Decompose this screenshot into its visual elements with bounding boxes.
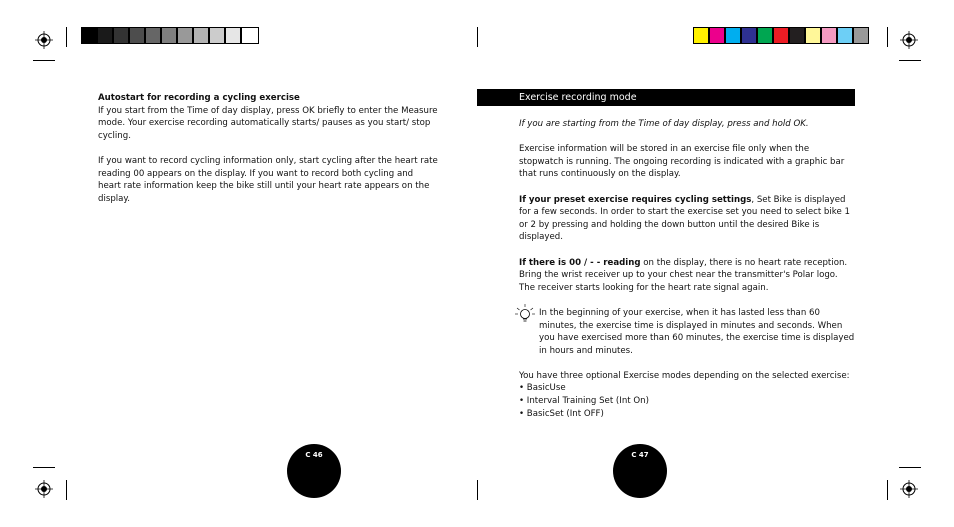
- color-swatch: [709, 27, 725, 44]
- crop-mark: [887, 480, 888, 500]
- gray-swatch: [177, 27, 193, 44]
- gray-swatch: [209, 27, 225, 44]
- color-swatch: [725, 27, 741, 44]
- exercise-modes-list: [519, 382, 855, 420]
- crop-mark: [66, 27, 67, 47]
- paragraph-rest: on the display, there is no heart rate reception. Bring the wrist receiver up to your chest near the transmitter's Polar logo. The receiver starts looking for the heart rate signal again.: [519, 257, 848, 293]
- gray-swatch: [81, 27, 97, 44]
- bold-lead: If there is 00 / - - reading: [519, 257, 641, 268]
- section-title: Exercise recording mode: [519, 92, 637, 103]
- page-number: C 47: [631, 451, 649, 459]
- right-paragraph: [519, 257, 855, 295]
- page-number-badge: [613, 444, 667, 498]
- crop-mark: [899, 467, 921, 468]
- color-swatch: [773, 27, 789, 44]
- crop-mark: [66, 480, 67, 500]
- crop-mark: [899, 60, 921, 61]
- list-item: • BasicUse: [519, 383, 566, 394]
- color-swatch: [757, 27, 773, 44]
- left-page-column: [98, 92, 438, 205]
- gray-swatch: [161, 27, 177, 44]
- page-number-badge: [287, 444, 341, 498]
- tip-text: In the beginning of your exercise, when it has lasted less than 60 minutes, the exercise time is displayed in minutes and seconds. When you have exercised more than 60 minutes, the exercise time is displayed in hours and minutes.: [539, 307, 855, 356]
- gray-swatch: [113, 27, 129, 44]
- bold-lead: If your preset exercise requires cycling settings: [519, 194, 752, 205]
- intro-paragraph: If you are starting from the Time of day display, press and hold OK.: [519, 119, 809, 129]
- registration-mark-icon: [35, 480, 53, 498]
- color-swatch: [837, 27, 853, 44]
- right-page-column: [519, 118, 855, 420]
- list-item: • Interval Training Set (Int On): [519, 396, 649, 407]
- left-paragraph: If you want to record cycling information only, start cycling after the heart rate reading 00 appears on the display. If you want to record both cycling and heart rate information keep the bike still until your heart rate appears on the display.: [98, 155, 438, 204]
- right-paragraph: [519, 194, 855, 244]
- gray-swatch: [193, 27, 209, 44]
- lightbulb-icon: [514, 303, 536, 327]
- color-swatch: [805, 27, 821, 44]
- gray-swatch: [145, 27, 161, 44]
- color-swatch: [821, 27, 837, 44]
- crop-mark: [887, 27, 888, 47]
- left-paragraph: If you start from the Time of day display, press OK briefly to enter the Measure mode. Your exercise recording automatically starts/ pauses as you start/ stop cycling.: [98, 105, 438, 141]
- registration-mark-icon: [35, 31, 53, 49]
- color-calibration-strip: [693, 27, 869, 44]
- paragraph-rest: , Set Bike is displayed for a few seconds. In order to start the exercise set you need to select bike 1 or 2 by pressing and holding the down button until the desired Bike is displayed.: [519, 194, 850, 243]
- crop-mark: [33, 467, 55, 468]
- list-item: • BasicSet (Int OFF): [519, 408, 604, 419]
- registration-mark-icon: [900, 480, 918, 498]
- gray-swatch: [225, 27, 241, 44]
- color-swatch: [741, 27, 757, 44]
- color-swatch: [693, 27, 709, 44]
- gray-swatch: [129, 27, 145, 44]
- gray-swatch: [97, 27, 113, 44]
- section-title-bar: [477, 89, 855, 106]
- color-swatch: [789, 27, 805, 44]
- crop-mark: [33, 60, 55, 61]
- page-number: C 46: [305, 451, 323, 459]
- crop-mark: [477, 27, 478, 47]
- right-paragraph: Exercise information will be stored in an exercise file only when the stopwatch is running. The ongoing recording is indicated with a graphic bar that runs continuously on the display.: [519, 144, 845, 180]
- left-heading: Autostart for recording a cycling exercise: [98, 93, 300, 103]
- grayscale-calibration-strip: [81, 27, 259, 44]
- tip-block: [519, 307, 855, 357]
- gray-swatch: [241, 27, 259, 44]
- color-swatch: [853, 27, 869, 44]
- modes-intro: You have three optional Exercise modes depending on the selected exercise:: [519, 370, 850, 381]
- crop-mark: [477, 480, 478, 500]
- registration-mark-icon: [900, 31, 918, 49]
